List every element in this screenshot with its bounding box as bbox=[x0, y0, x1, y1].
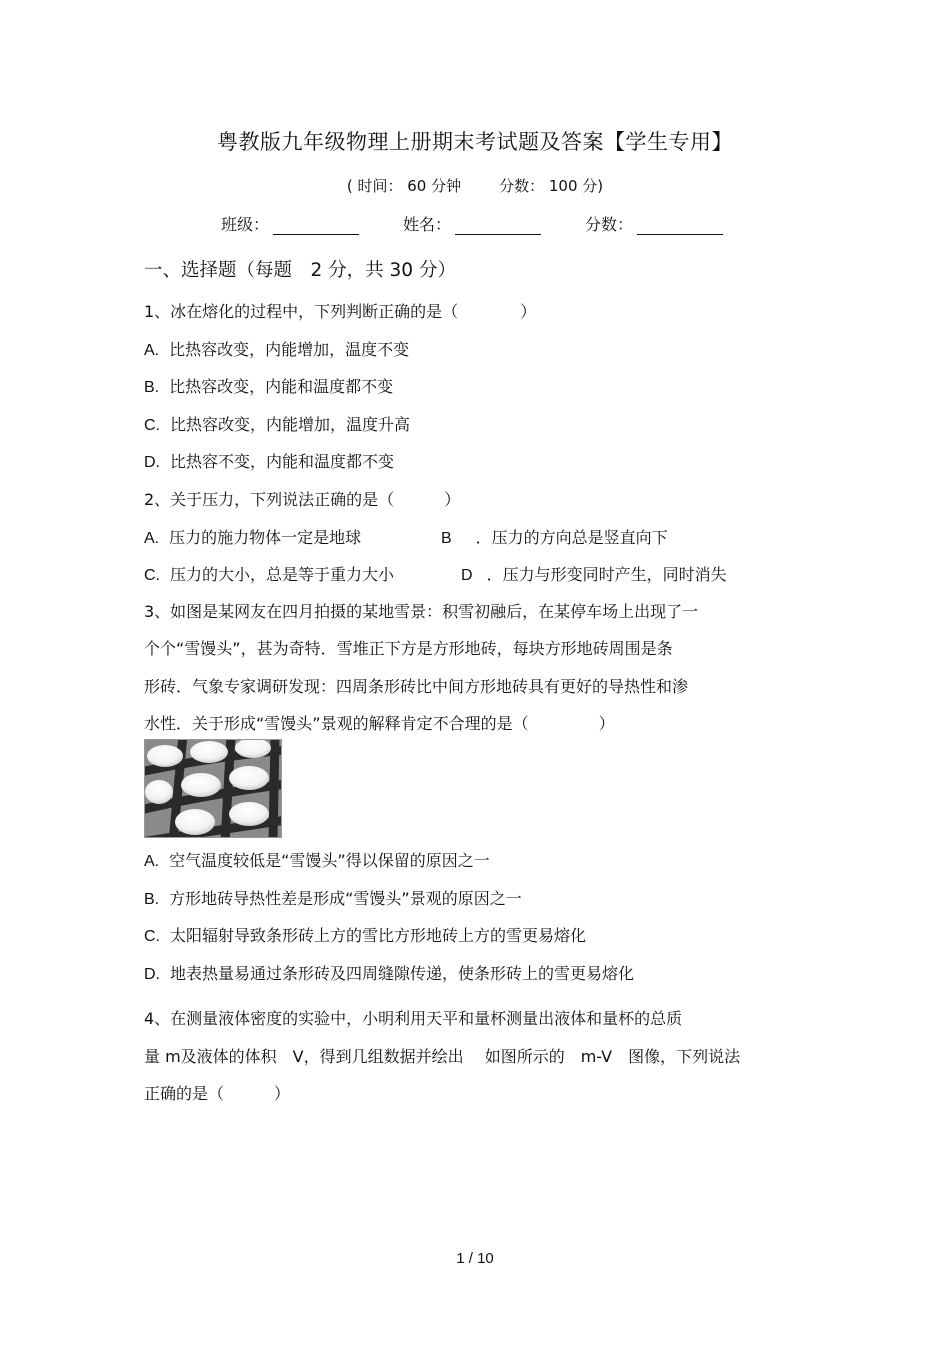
section-heading: 一、选择题（每题 2 分，共 30 分） bbox=[144, 260, 456, 281]
question-1-stem: 1、冰在熔化的过程中，下列判断正确的是（ ） bbox=[144, 302, 537, 321]
name-field bbox=[403, 212, 541, 235]
question-4-line-2: 量 m及液体的体积 V，得到几组数据并绘出 如图所示的 m-V 图像，下列说法 bbox=[144, 1047, 741, 1066]
question-2-option-b: B ．压力的方向总是竖直向下 bbox=[441, 528, 668, 547]
question-3-line-2: 个个“雪馒头”，甚为奇特．雪堆正下方是方形地砖，每块方形地砖周围是条 bbox=[144, 639, 673, 658]
score-label: 分数： bbox=[585, 215, 634, 234]
question-3-option-c: C. 太阳辐射导致条形砖上方的雪比方形地砖上方的雪更易熔化 bbox=[144, 926, 587, 945]
question-1-option-a: A. 比热容改变，内能增加，温度不变 bbox=[144, 340, 410, 359]
score-blank bbox=[637, 216, 723, 235]
question-1-option-d: D. 比热容不变，内能和温度都不变 bbox=[144, 452, 395, 471]
class-field bbox=[221, 212, 359, 235]
question-3-line-1: 3、如图是某网友在四月拍摄的某地雪景：积雪初融后，在某停车场上出现了一 bbox=[144, 602, 699, 621]
exam-total-score: 分数： 100 分) bbox=[499, 177, 604, 195]
exam-meta bbox=[0, 175, 950, 196]
question-1-option-c: C. 比热容改变，内能增加，温度升高 bbox=[144, 415, 411, 434]
question-3-option-b: B. 方形地砖导热性差是形成“雪馒头”景观的原因之一 bbox=[144, 889, 522, 908]
score-field bbox=[585, 212, 723, 235]
snow-mound-photo bbox=[144, 739, 282, 838]
question-2-stem: 2、关于压力，下列说法正确的是（ ） bbox=[144, 490, 461, 509]
class-blank bbox=[273, 216, 359, 235]
name-blank bbox=[455, 216, 541, 235]
snow-mound-image bbox=[145, 740, 281, 837]
question-2-option-c: C. 压力的大小，总是等于重力大小 bbox=[144, 565, 395, 584]
question-4-line-3: 正确的是（ ） bbox=[144, 1084, 291, 1103]
page-number: 1 / 10 bbox=[456, 1250, 494, 1267]
name-label: 姓名： bbox=[403, 215, 452, 234]
question-3-line-4: 水性．关于形成“雪馒头”景观的解释肯定不合理的是（ ） bbox=[144, 714, 615, 733]
question-3-line-3: 形砖．气象专家调研发现：四周条形砖比中间方形地砖具有更好的导热性和渗 bbox=[144, 677, 689, 696]
question-3-option-d: D. 地表热量易通过条形砖及四周缝隙传递，使条形砖上的雪更易熔化 bbox=[144, 964, 635, 983]
class-label: 班级： bbox=[221, 215, 270, 234]
exam-time: ( 时间： 60 分钟 bbox=[346, 177, 462, 195]
question-3-option-a: A. 空气温度较低是“雪馒头”得以保留的原因之一 bbox=[144, 851, 490, 870]
question-4-line-1: 4、在测量液体密度的实验中，小明利用天平和量杯测量出液体和量杯的总质 bbox=[144, 1009, 683, 1028]
question-2-option-a: A. 压力的施力物体一定是地球 bbox=[144, 528, 362, 547]
question-1-option-b: B. 比热容改变，内能和温度都不变 bbox=[144, 377, 394, 396]
question-2-option-d: D ．压力与形变同时产生，同时消失 bbox=[461, 565, 727, 584]
document-title: 粤教版九年级物理上册期末考试题及答案【学生专用】 bbox=[217, 130, 733, 154]
